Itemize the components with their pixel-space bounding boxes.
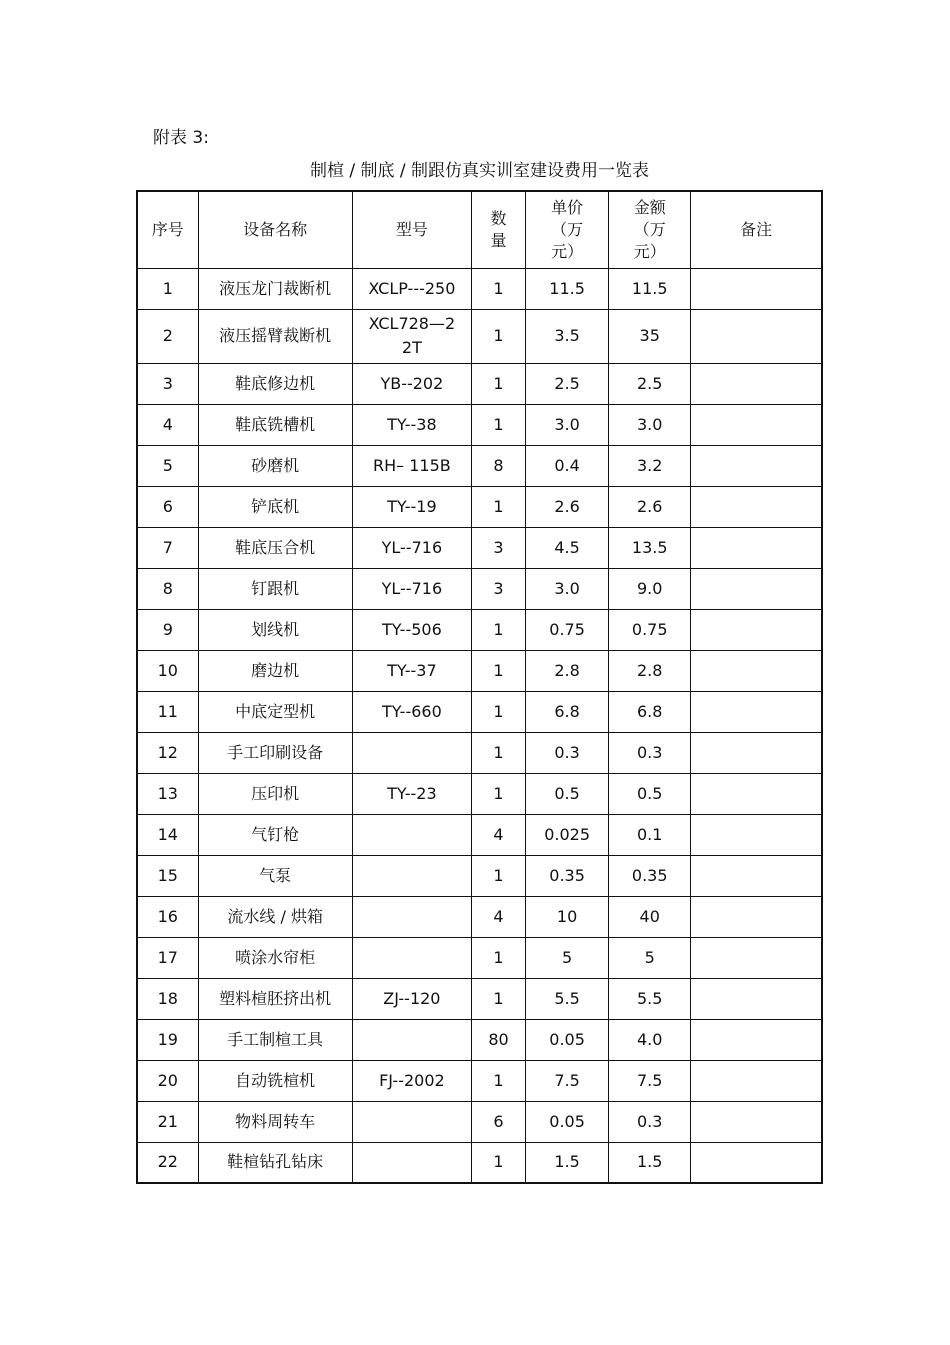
cell-model: YL--716 — [352, 568, 471, 609]
cell-price: 0.3 — [526, 732, 609, 773]
table-row — [137, 609, 822, 650]
cell-price: 0.5 — [526, 773, 609, 814]
cell-qty: 1 — [471, 650, 525, 691]
cell-no: 22 — [137, 1142, 198, 1183]
table-row — [137, 691, 822, 732]
table-row — [137, 363, 822, 404]
table-row — [137, 937, 822, 978]
cell-model: TY--506 — [352, 609, 471, 650]
cell-no: 13 — [137, 773, 198, 814]
table-row — [137, 486, 822, 527]
header-price-text: 单价（万元） — [551, 197, 584, 261]
cell-price: 5.5 — [526, 978, 609, 1019]
cell-price: 5 — [526, 937, 609, 978]
cell-no: 10 — [137, 650, 198, 691]
cell-qty: 1 — [471, 486, 525, 527]
table-row — [137, 814, 822, 855]
table-row — [137, 1142, 822, 1183]
cell-amount: 6.8 — [609, 691, 691, 732]
cell-qty: 1 — [471, 691, 525, 732]
header-amount-text: 金额（万元） — [633, 197, 666, 261]
cell-name: 手工制楦工具 — [198, 1019, 352, 1060]
cell-price: 11.5 — [526, 268, 609, 309]
cell-note — [691, 732, 822, 773]
table-row — [137, 309, 822, 363]
cell-no: 19 — [137, 1019, 198, 1060]
table-row — [137, 404, 822, 445]
cell-model — [352, 896, 471, 937]
cell-amount: 0.3 — [609, 732, 691, 773]
table-row — [137, 268, 822, 309]
cell-amount: 0.5 — [609, 773, 691, 814]
cell-no: 17 — [137, 937, 198, 978]
cell-model: TY--19 — [352, 486, 471, 527]
cell-amount: 9.0 — [609, 568, 691, 609]
table-row — [137, 855, 822, 896]
cell-amount: 0.3 — [609, 1101, 691, 1142]
cell-no: 20 — [137, 1060, 198, 1101]
cell-note — [691, 363, 822, 404]
cell-model: XCLP---250 — [352, 268, 471, 309]
cell-note — [691, 896, 822, 937]
cell-no: 2 — [137, 309, 198, 363]
cell-price: 0.05 — [526, 1101, 609, 1142]
cell-qty: 3 — [471, 568, 525, 609]
cell-amount: 3.2 — [609, 445, 691, 486]
cell-name: 液压龙门裁断机 — [198, 268, 352, 309]
table-row — [137, 650, 822, 691]
table-body — [137, 268, 822, 1183]
cell-qty: 4 — [471, 814, 525, 855]
cell-price: 6.8 — [526, 691, 609, 732]
cell-price: 10 — [526, 896, 609, 937]
cell-qty: 1 — [471, 1142, 525, 1183]
cell-amount: 2.8 — [609, 650, 691, 691]
cell-qty: 1 — [471, 937, 525, 978]
appendix-label: 附表 3: — [153, 128, 209, 148]
cell-name: 流水线 / 烘箱 — [198, 896, 352, 937]
cell-name: 气泵 — [198, 855, 352, 896]
cell-amount: 1.5 — [609, 1142, 691, 1183]
table-header-row — [137, 191, 822, 268]
cell-model-text: XCL728—22T — [368, 314, 456, 357]
cell-amount: 0.35 — [609, 855, 691, 896]
cell-qty: 1 — [471, 309, 525, 363]
cell-amount: 2.6 — [609, 486, 691, 527]
cell-qty: 6 — [471, 1101, 525, 1142]
cell-no: 9 — [137, 609, 198, 650]
cell-note — [691, 609, 822, 650]
cell-model — [352, 937, 471, 978]
cell-model — [352, 814, 471, 855]
cell-amount: 7.5 — [609, 1060, 691, 1101]
cell-price: 0.35 — [526, 855, 609, 896]
cell-price: 0.05 — [526, 1019, 609, 1060]
cell-price: 2.8 — [526, 650, 609, 691]
cell-note — [691, 1101, 822, 1142]
cell-amount: 40 — [609, 896, 691, 937]
equipment-cost-table — [136, 190, 823, 1184]
cell-model: YB--202 — [352, 363, 471, 404]
cell-no: 15 — [137, 855, 198, 896]
cell-amount: 0.75 — [609, 609, 691, 650]
cell-no: 4 — [137, 404, 198, 445]
cell-note — [691, 650, 822, 691]
cell-price: 0.4 — [526, 445, 609, 486]
cell-model — [352, 1142, 471, 1183]
cell-model: TY--38 — [352, 404, 471, 445]
cell-model — [352, 855, 471, 896]
cell-name: 鞋底修边机 — [198, 363, 352, 404]
cell-price: 7.5 — [526, 1060, 609, 1101]
cell-price: 0.75 — [526, 609, 609, 650]
cell-note — [691, 309, 822, 363]
cell-note — [691, 486, 822, 527]
cell-note — [691, 527, 822, 568]
header-no: 序号 — [137, 191, 198, 268]
cell-note — [691, 1019, 822, 1060]
cell-model: ZJ--120 — [352, 978, 471, 1019]
cell-qty: 1 — [471, 732, 525, 773]
cell-model: TY--37 — [352, 650, 471, 691]
cell-price: 0.025 — [526, 814, 609, 855]
cell-no: 1 — [137, 268, 198, 309]
cell-name: 鞋底铣槽机 — [198, 404, 352, 445]
table-row — [137, 896, 822, 937]
cell-note — [691, 978, 822, 1019]
document-title: 制楦 / 制底 / 制跟仿真实训室建设费用一览表 — [309, 161, 650, 181]
table-row — [137, 445, 822, 486]
cell-no: 18 — [137, 978, 198, 1019]
cell-no: 16 — [137, 896, 198, 937]
cell-no: 21 — [137, 1101, 198, 1142]
cell-model — [352, 1019, 471, 1060]
cell-note — [691, 268, 822, 309]
cell-price: 3.0 — [526, 404, 609, 445]
cell-name: 塑料楦胚挤出机 — [198, 978, 352, 1019]
cell-no: 11 — [137, 691, 198, 732]
header-name: 设备名称 — [198, 191, 352, 268]
table-row — [137, 773, 822, 814]
cell-note — [691, 773, 822, 814]
cell-qty: 4 — [471, 896, 525, 937]
cell-note — [691, 568, 822, 609]
cell-qty: 1 — [471, 773, 525, 814]
cell-no: 14 — [137, 814, 198, 855]
cell-no: 5 — [137, 445, 198, 486]
header-amount — [609, 191, 691, 268]
cell-note — [691, 937, 822, 978]
cell-name: 手工印刷设备 — [198, 732, 352, 773]
cell-model: RH– 115B — [352, 445, 471, 486]
cell-model: YL--716 — [352, 527, 471, 568]
cell-price: 2.5 — [526, 363, 609, 404]
cell-name: 中底定型机 — [198, 691, 352, 732]
cell-amount: 2.5 — [609, 363, 691, 404]
cell-no: 8 — [137, 568, 198, 609]
cell-qty: 80 — [471, 1019, 525, 1060]
cell-name: 鞋底压合机 — [198, 527, 352, 568]
cell-note — [691, 445, 822, 486]
cell-model: FJ--2002 — [352, 1060, 471, 1101]
cell-amount: 35 — [609, 309, 691, 363]
cell-model — [352, 732, 471, 773]
cell-name: 自动铣楦机 — [198, 1060, 352, 1101]
cell-name: 钉跟机 — [198, 568, 352, 609]
cell-amount: 13.5 — [609, 527, 691, 568]
header-model: 型号 — [352, 191, 471, 268]
cell-no: 6 — [137, 486, 198, 527]
table-row — [137, 1101, 822, 1142]
cell-amount: 11.5 — [609, 268, 691, 309]
table-row — [137, 1019, 822, 1060]
table-row — [137, 1060, 822, 1101]
cell-name: 物料周转车 — [198, 1101, 352, 1142]
cell-note — [691, 404, 822, 445]
cell-qty: 1 — [471, 609, 525, 650]
cell-qty: 1 — [471, 855, 525, 896]
header-price — [526, 191, 609, 268]
cell-amount: 0.1 — [609, 814, 691, 855]
cell-price: 3.5 — [526, 309, 609, 363]
cell-qty: 3 — [471, 527, 525, 568]
cell-price: 2.6 — [526, 486, 609, 527]
header-note: 备注 — [691, 191, 822, 268]
cell-price: 4.5 — [526, 527, 609, 568]
cell-no: 3 — [137, 363, 198, 404]
cell-name: 气钉枪 — [198, 814, 352, 855]
cell-model — [352, 309, 471, 363]
cell-name: 铲底机 — [198, 486, 352, 527]
cell-name: 鞋楦钻孔钻床 — [198, 1142, 352, 1183]
cell-no: 12 — [137, 732, 198, 773]
cell-name: 喷涂水帘柜 — [198, 937, 352, 978]
cell-amount: 5 — [609, 937, 691, 978]
cell-model: TY--23 — [352, 773, 471, 814]
table-row — [137, 978, 822, 1019]
cell-note — [691, 1142, 822, 1183]
cell-note — [691, 814, 822, 855]
cell-amount: 4.0 — [609, 1019, 691, 1060]
cell-price: 3.0 — [526, 568, 609, 609]
cell-note — [691, 691, 822, 732]
header-qty-text: 数量 — [490, 208, 507, 250]
table-row — [137, 732, 822, 773]
cell-note — [691, 855, 822, 896]
cell-note — [691, 1060, 822, 1101]
cell-qty: 8 — [471, 445, 525, 486]
cell-qty: 1 — [471, 268, 525, 309]
cell-name: 砂磨机 — [198, 445, 352, 486]
cell-qty: 1 — [471, 1060, 525, 1101]
table-row — [137, 568, 822, 609]
cell-qty: 1 — [471, 404, 525, 445]
cell-model — [352, 1101, 471, 1142]
cell-name: 液压摇臂裁断机 — [198, 309, 352, 363]
cell-qty: 1 — [471, 978, 525, 1019]
cell-no: 7 — [137, 527, 198, 568]
header-qty — [471, 191, 525, 268]
cell-qty: 1 — [471, 363, 525, 404]
cell-name: 划线机 — [198, 609, 352, 650]
cell-amount: 3.0 — [609, 404, 691, 445]
cell-price: 1.5 — [526, 1142, 609, 1183]
cell-name: 磨边机 — [198, 650, 352, 691]
cell-model: TY--660 — [352, 691, 471, 732]
cell-name: 压印机 — [198, 773, 352, 814]
table-row — [137, 527, 822, 568]
cell-amount: 5.5 — [609, 978, 691, 1019]
